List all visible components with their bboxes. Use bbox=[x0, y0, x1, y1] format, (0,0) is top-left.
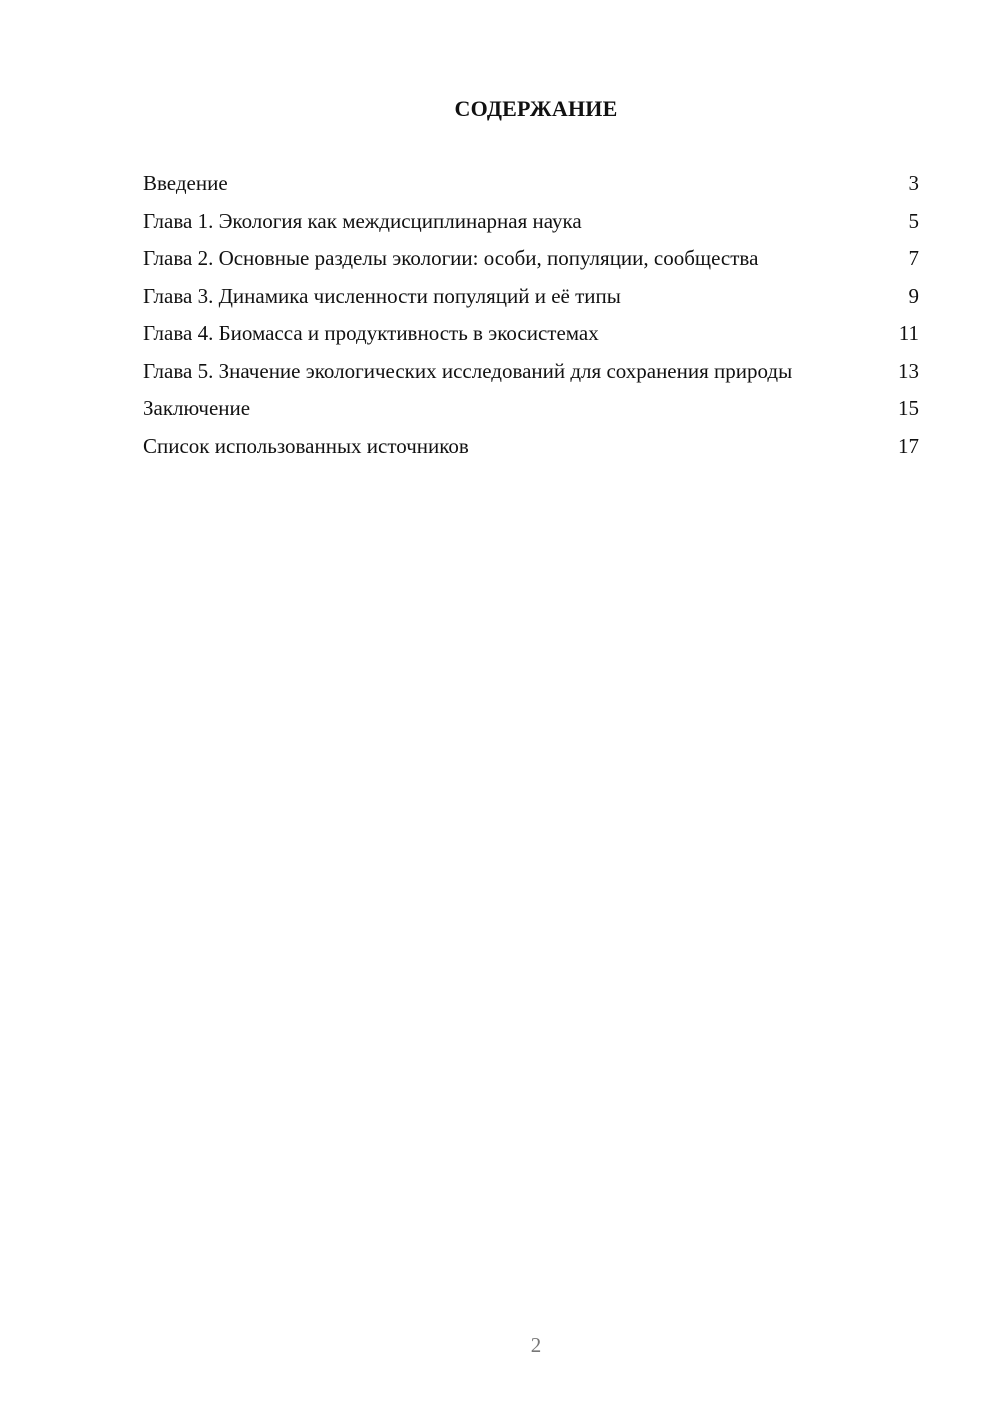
toc-entry-page: 7 bbox=[908, 246, 919, 270]
table-of-contents bbox=[143, 170, 919, 470]
toc-entry-page: 13 bbox=[898, 358, 919, 383]
toc-entry-label: Список использованных источников bbox=[143, 433, 469, 458]
toc-entry-label: Глава 3. Динамика численности популяций и её типы bbox=[143, 283, 621, 308]
toc-entry-conclusion bbox=[143, 395, 919, 421]
toc-entry-page: 3 bbox=[908, 171, 919, 195]
toc-entry-page: 17 bbox=[898, 433, 919, 458]
toc-entry-chapter-5 bbox=[143, 358, 919, 384]
page-number: 2 bbox=[530, 1333, 542, 1357]
toc-entry-references bbox=[143, 433, 919, 459]
toc-entry-label: Введение bbox=[143, 171, 228, 195]
toc-entry-page: 11 bbox=[898, 321, 919, 345]
toc-entry-label: Глава 4. Биомасса и продуктивность в экосистемах bbox=[143, 321, 599, 345]
toc-entry-label: Глава 2. Основные разделы экологии: особи, популяции, сообщества bbox=[143, 246, 759, 270]
toc-entry-chapter-1 bbox=[143, 208, 919, 234]
toc-entry-chapter-2 bbox=[143, 245, 919, 271]
toc-entry-page: 5 bbox=[908, 208, 919, 233]
toc-entry-page: 15 bbox=[898, 396, 919, 420]
page-title: СОДЕРЖАНИЕ bbox=[454, 96, 618, 121]
toc-entry-label: Глава 1. Экология как междисциплинарная наука bbox=[143, 208, 582, 233]
toc-entry-label: Глава 5. Значение экологических исследований для сохранения природы bbox=[143, 358, 793, 383]
toc-entry-chapter-4 bbox=[143, 320, 919, 346]
toc-entry-chapter-3 bbox=[143, 283, 919, 309]
toc-entry-page: 9 bbox=[908, 283, 919, 308]
toc-entry-label: Заключение bbox=[143, 396, 251, 420]
toc-entry-introduction bbox=[143, 170, 919, 196]
